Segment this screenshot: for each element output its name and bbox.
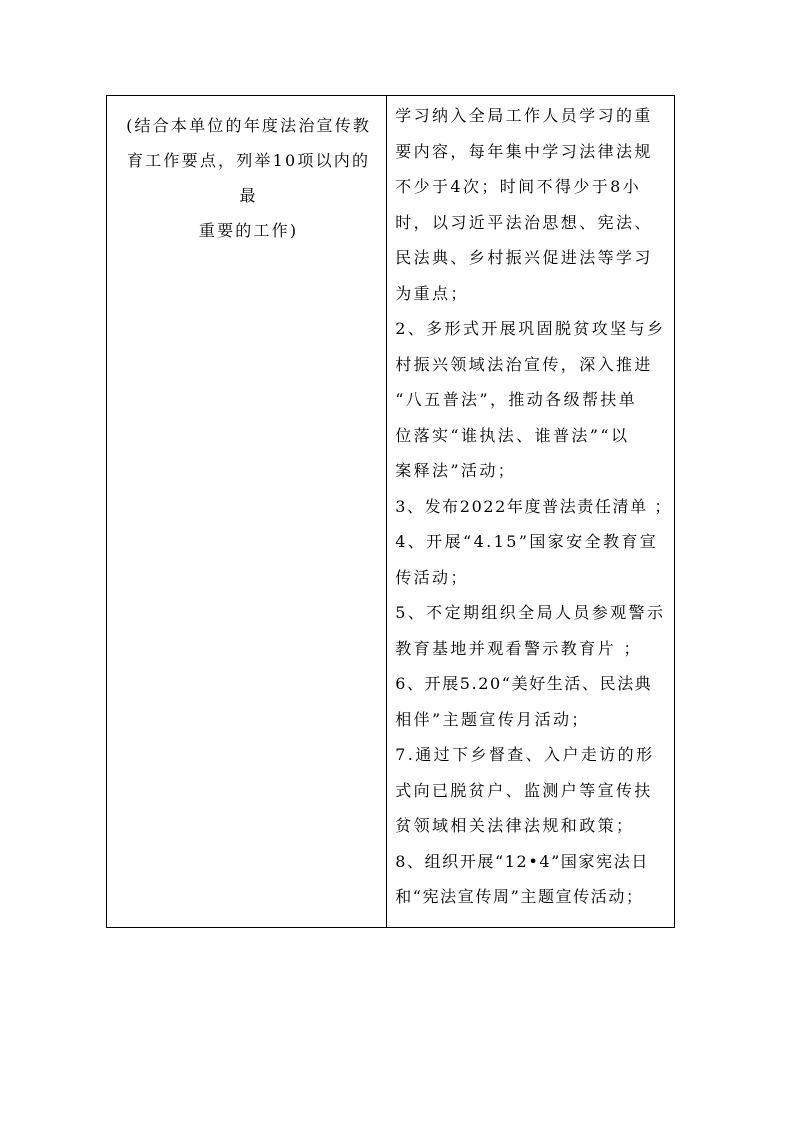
work-item-line: 为重点； bbox=[395, 283, 469, 303]
work-item-line: 不少于4次；时间不得少于8小 bbox=[395, 177, 642, 196]
work-item-line: 学习纳入全局工作人员学习的重 bbox=[395, 106, 653, 125]
work-item-line: 5、不定期组织全局人员参观警示 bbox=[395, 603, 666, 622]
work-item-line: 6、开展5.20“美好生活、民法典 bbox=[395, 674, 653, 693]
right-cell-work-items bbox=[387, 96, 674, 927]
work-item-line: “八五普法”，推动各级帮扶单 bbox=[395, 390, 638, 409]
work-item-line: 教育基地并观看警示教育片 ； bbox=[395, 638, 642, 658]
instruction-line: 育工作要点，列举10项以内的最 bbox=[127, 151, 371, 205]
work-item-line: 和“宪法宣传周”主题宣传活动； bbox=[395, 887, 644, 906]
work-item-line: 要内容，每年集中学习法律法规 bbox=[395, 141, 653, 161]
work-item-line: 位落实“谁执法、谁普法”“以 bbox=[395, 425, 630, 445]
work-item-line: 案释法”活动； bbox=[395, 461, 517, 480]
work-item-line: 民法典、乡村振兴促进法等学习 bbox=[395, 248, 653, 267]
work-item-line: 2、多形式开展巩固脱贫攻坚与乡 bbox=[395, 319, 666, 338]
work-item-line: 时，以习近平法治思想、宪法、 bbox=[395, 212, 653, 232]
work-item-line: 式向已脱贫户、监测户等宣传扶 bbox=[395, 780, 653, 800]
work-item-line: 8、组织开展“12•4”国家宪法日 bbox=[395, 851, 649, 871]
work-item-line: 传活动； bbox=[395, 567, 469, 587]
work-item-line: 贫领域相关法律法规和政策； bbox=[395, 816, 635, 835]
instruction-line: 重要的工作) bbox=[198, 221, 299, 240]
left-cell-instructions bbox=[107, 96, 387, 927]
work-item-line: 3、发布2022年度普法责任清单 ； bbox=[395, 496, 672, 516]
instruction-line: (结合本单位的年度法治宣传教 bbox=[126, 116, 372, 135]
work-item-line: 7.通过下乡督查、入户走访的形 bbox=[395, 745, 655, 764]
work-item-line: 相伴”主题宣传月活动； bbox=[395, 709, 590, 729]
work-item-line: 4、开展“4.15”国家安全教育宣 bbox=[395, 532, 659, 551]
work-item-line: 村振兴领域法治宣传，深入推进 bbox=[395, 354, 653, 374]
work-plan-table bbox=[106, 95, 675, 928]
